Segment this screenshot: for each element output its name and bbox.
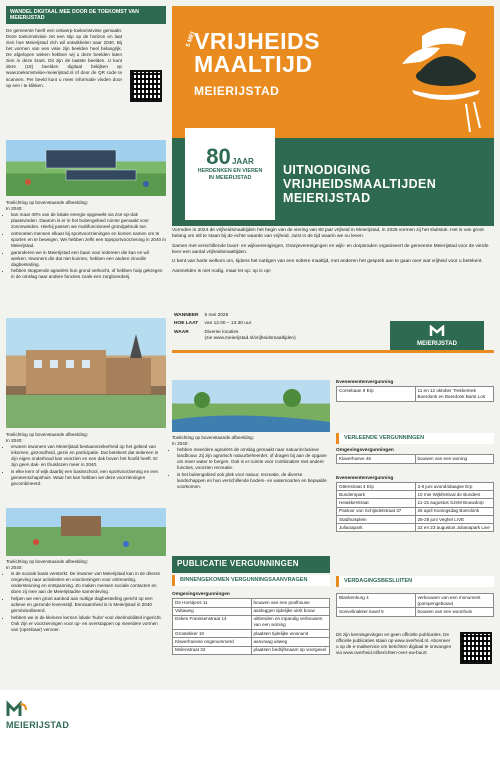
verleende-header: VERLEENDE VERGUNNINGEN [336,433,494,444]
table-cell-description: verbouwen van een monument (pompengebouw) [415,594,494,608]
table-row [337,515,494,523]
invitation-title-line3: MEIERIJSTAD [283,191,371,205]
dove-serving-dish-illustration [362,6,492,138]
logo-80-jaar [190,146,270,182]
detail-label: WAAR [174,329,189,335]
logo-box-wordmark: MEIERIJSTAD [417,340,457,347]
table-cell-address: Sonvelinakker kavel 5 [337,608,416,616]
bullet-item: • kan maar 40% van de lokale energie opgewekt via zon-op-dak plaatsvinden. Daarom is er in het buitengebied ruimte gemaakt voor zonneweiden. Hierbij passen we multifunctioneel grondgebruik toe. [11,212,166,230]
table-row [173,599,330,607]
event-details-table [172,311,302,344]
publicatie-header: PUBLICATIE VERGUNNINGEN [172,556,330,573]
table-cell-address: Voltaweg [173,607,252,615]
bullet-item: • hebben stoppende agrariërs hun grond verkocht, of hebben hulp gekregen in de omslag naar andere functies zoals een zorgboerderij. [11,268,166,280]
photo-nature-landscape [172,380,330,432]
table-row [173,646,330,654]
category-label: Omgevingsvergunningen [172,592,230,597]
bullet-item: • garanderen we in Meierijstad een baan voor iedereen die kan en wil werken. Inwoners die dat niet kunnen, hebben een andere zinvolle dagbesteding. [11,250,166,268]
invitation-paragraph-1: Vormden in 2024 de vrijheidsmaaltijden het begin van de viering van 80 jaar vrijheid in Meierijstad, in 2025 vormen zij het sluitstuk. Het is van groot belang om stil te staan bij de echte waarde van vrijheid. Juist in de tijd waarin we nu leven. [172,228,484,240]
table-row [337,608,494,616]
bullet-item: • is de sociale basis versterkt. De inwoner van Meierijstad kan in de directe omgeving naar activiteiten en voorzieningen voor ontmoeting, ondersteuning en ontspanning. Zo maken mensen sociale contacten en doen zij mee aan de Meierijstadse samenleving. [11,571,166,595]
table-cell-address: De Horstjens 11 [173,599,252,607]
invitation-body [172,228,490,278]
table-cell-address: Pastoor van Schijndelstraat 37 [337,507,416,515]
table-row [337,455,494,463]
table-cell-address: Ottenstraat 4 Erp [337,482,416,490]
table-cell-description: bouwen van een woonhuis [415,608,494,616]
table-cell-address: Bunderspark [337,491,416,499]
table-cell-address: Julianapark [337,524,416,532]
table-cell-description: 11-15 augustus SJeM Bouwdorp [415,499,494,507]
logo-80-word: JAAR [231,157,254,166]
publication-footer-text: Dit zijn kennisgevingen en geen officiële publicaties. De officiële publicaties staan op www.overheid.nl. Abonneer u op de e-mailservice om berichten digitaal te ontvangen via www.overheid.nl/berichten-over-uw-buurt [336,632,452,656]
invitation-paragraph-3: U bent van harte welkom om, tijdens het nuttigen van een sobere maaltijd, met anderen het gesprek aan te gaan over wat vrijheid voor u betekent. [172,259,483,265]
caption-title: Toelichting op bovenstaande afbeelding: [172,435,254,440]
bullet-list [172,447,330,490]
footer-bar [0,690,500,758]
vrijheidsmaaltijd-banner [172,6,494,138]
table-row [337,387,494,401]
table-cell-address: Stadhuisplein [337,515,416,523]
table-row [337,507,494,515]
section-divider [172,350,494,353]
bullet-list [6,444,166,487]
invitation-title-line2: VRIJHEIDSMAALTIJDEN [283,177,437,191]
table-row [173,615,330,629]
table-row [337,524,494,532]
binnengekomen-header: BINNENGEKOMEN VERGUNNINGSAANVRAGEN [172,575,330,586]
table-cell-description: bouwen van een woning [415,455,494,463]
binnengekomen-section [172,592,330,655]
invitation-paragraph-2: Samen met verschillende buurt- en wijkverenigingen, Oranjeverenigingen en wijk- en dorpsraden organiseert de gemeente Meierijstad voor de vierde keer een aantal vrijheidsmaaltijden. [172,243,489,255]
evenementen-table [336,386,494,401]
table-cell-description: 3-6 juni avond4daagse Erp [415,482,494,490]
intro-paragraph: De gemeente heeft een ontwerp-toekomstvisie gemaakt. Deze toekomstvisie zet een stip op de horizon en laat zien hoe Meierijstad zich wil ontwikkelen naar 2040. Bij het vormen van een visie zijn beelden heel belangrijk. De afgelopen weken hebben wij u deze beelden laten zien in deze krant. Dit zijn de laatste beelden. U kunt deze (18) beelden digitaal bekijken op www.toekomstvisie-meierijstad.nl of door de QR code te scannen. Per beeld kunt u meer informatie vinden door op een i te klikken. [6,28,122,88]
verdaging-header: VERDAGINGSBESLUITEN [336,576,494,587]
logo-80-line2: HERDENKEN EN VIEREN [197,168,263,174]
table-cell-address: Heiakkerstraat [337,499,416,507]
footer-logo [6,700,69,732]
meierijstad-logo-box [390,321,484,351]
table-row [337,491,494,499]
logo-80-number-row [190,146,270,168]
table-cell-description: bouwen van een poolhouse [251,599,330,607]
verleende-table [336,454,494,463]
table-cell-description: 11 en 12 oktober Trekkertrek Boerdonk en Boerdonk Barst Los [415,387,494,401]
detail-value: van 12.00 – 13.30 uur [204,321,252,327]
bullet-item: • helpen we een groot aanbod aan nuttige dagbesteding gericht op een actieve en gezonde levensstijl. Eenzaamheid is in Meierijstad in 2040 geminimaliseerd. [11,596,166,614]
bullet-item: • is elke kern of wijk daarbij een basisschool, een sportvoorziening en een gemeenschapshuis. Waar het kan hebben we deze voorzieningen gecombineerd. [11,469,166,487]
banner-prefix: 5 MEI [185,31,197,49]
detail-row [174,330,300,343]
footer-wordmark: MEIERIJSTAD [6,720,70,731]
qr-code-overheid[interactable] [460,632,492,664]
caption-title: Toelichting op bovenstaande afbeelding: [6,559,88,564]
table-cell-description: 22 en 23 augustus Julianapark Live [415,524,494,532]
table-row [337,482,494,490]
evenementen-binnengekomen [336,380,494,402]
detail-link-vrijheidsmaaltijden[interactable]: (zie www.meierijstad.nl/vrijheidsmaaltijden) [204,335,296,341]
meierijstad-m-icon [429,325,445,337]
table-row [173,607,330,615]
table-cell-address: Corsebaan 9 Erp [337,387,416,401]
bullet-item: • is het buitengebied ook plek voor natuur, recreatie, de diverse landschappen en hun verschillende bodem- en watersoorten en bepaalde voorkomen. [177,472,330,490]
caption-title: Toelichting op bovenstaande afbeelding: [6,200,88,205]
table-cell-address: Deken Franssenstraat 14 [173,615,252,629]
logo-80-number: 80 [206,144,231,169]
caption-block-3 [6,559,166,633]
invitation-paragraph-4: Aanmelden is niet nodig, maar let op: op is op! [172,268,271,274]
table-cell-description: 26-28 juni Veghel LIVE [415,515,494,523]
bullet-list [6,212,166,280]
caption-lead: In 2040: [6,565,23,571]
table-cell-description: 10 mei Wijkfestival de Bunders [415,491,494,499]
detail-value: 5 mei 2025 [204,313,229,318]
meierijstad-m-icon [6,700,28,718]
detail-value [205,330,300,343]
caption-lead: In 2040: [6,438,23,444]
table-cell-description: aanleggen tijdelijke uitrit bouw [251,607,330,615]
verdaging-table [336,593,494,617]
bullet-item: • hebben meerdere agrariërs de omslag gemaakt naar natuurinclusieve landbouw. Zij zijn agrarisch natuurbeheerder, of dragen bij aan de opgave om meer water te bergen. Ook is er ruimte voor combinaties met andere functies, voorzien recreatie. [177,447,330,471]
category-label: Evenementenvergunning [336,475,394,481]
table-cell-description: aanvraag uitweg [251,638,330,646]
detail-row [174,321,300,327]
category-label: Evenementenvergunning [336,380,394,385]
housing-illustration [6,318,166,428]
evenementen-verleend-table [336,482,494,533]
photo-solar-park [6,140,166,196]
invitation-title [283,163,436,205]
bullet-item: • ervaren inwoners van Meierijstad bestaanszekerheid op het gebied van inkomen, gezondheid, gezin en participatie. Dat betekent dat iedereen in zijn eigen onderhoud kan voorzien en een dak boven het hoofd heeft. Er zijn geen dak- en thuislozen meer in 2040. [11,444,166,468]
detail-row [174,313,300,319]
caption-lead: In 2040: [6,206,23,212]
table-cell-address: Klaverhoeve 46 [337,455,416,463]
table-cell-description: uitbreiden en inpandig verbouwen van een woning [251,615,330,629]
banner-subtitle: MEIERIJSTAD [194,84,280,98]
table-row [173,638,330,646]
banner-title-line2: MAALTIJD [194,51,313,77]
landscape-illustration [172,380,330,432]
caption-lead: In 2040: [172,441,189,447]
verleende-section [336,448,494,532]
caption-title: Toelichting op bovenstaande afbeelding: [6,432,88,437]
bullet-item: • hebben we in de kleinere kernen lokale 'hubs' voor deelmobiliteit ingericht. Ook zijn er voorzieningen voor op- en overstappen op meerdere vormen van (openbaar) vervoer. [11,615,166,633]
table-cell-description: plaatsen tijdelijke woonunit [251,630,330,638]
caption-block-1 [6,200,166,281]
detail-label: HOE LAAT [174,321,199,327]
community-illustration [6,508,166,556]
table-cell-address: Klaverhoevse ongenummerd [173,638,252,646]
table-cell-address: Molenstraat 32 [173,646,252,654]
verdaging-section [336,593,494,617]
logo-80-line3: IN MEIERIJSTAD [208,175,252,182]
table-cell-description: 26 april Koningsdag Boerdonk [415,507,494,515]
bullet-list [6,571,166,633]
aanvragen-table [172,598,330,655]
table-row [173,630,330,638]
bullet-item: • ontmoeten mensen elkaar bij sportvoorzieningen en komen samen om te sporten en te bewegen. We hebben zelfs een topsportvoorziening in 2040 in Meierijstad. [11,231,166,249]
banner-title [194,30,320,76]
caption-block-mid [172,435,330,491]
table-cell-description: plaatsen bedrijfsnaam op voorgevel [251,646,330,654]
left-column-header: WANDEL DIGITAAL MEE DOOR DE TOEKOMST VAN MEIERIJSTAD [6,6,166,24]
table-row [337,499,494,507]
detail-value-line1: Diverse locaties [204,329,239,335]
caption-block-2 [6,432,166,488]
table-row [337,594,494,608]
photo-village-housing [6,318,166,428]
invitation-title-line1: UITNODIGING [283,163,371,177]
solar-panels-illustration [6,140,166,196]
detail-label: WANNEER [174,313,199,318]
banner-title-line1: VRIJHEIDS [194,28,320,54]
table-cell-address: Grootekker 10 [173,630,252,638]
photo-community-park [6,508,166,556]
qr-code-toekomstvisie[interactable] [130,70,162,102]
category-label: Omgevingsvergunningen [336,448,394,453]
table-cell-address: Blankenburg 4 [337,594,416,608]
